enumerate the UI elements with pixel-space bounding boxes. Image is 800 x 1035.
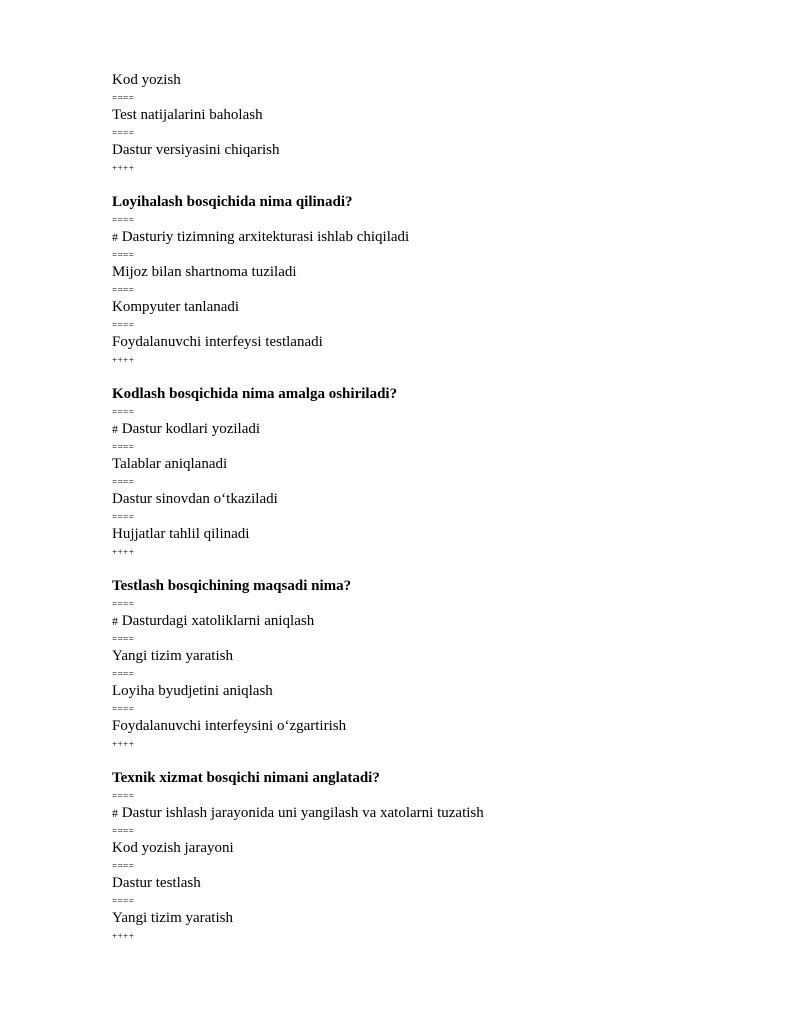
correct-answer	[112, 421, 732, 438]
option-separator: ====	[112, 128, 135, 138]
answer-option: Test natijalarini baholash	[112, 107, 263, 123]
question-block	[112, 578, 732, 753]
option-separator: ====	[112, 512, 135, 522]
answer-option: Dastur versiyasini chiqarish	[112, 142, 280, 158]
question-text: Texnik xizmat bosqichi nimani anglatadi?	[112, 770, 380, 786]
option-separator: ====	[112, 669, 135, 679]
question-block	[112, 770, 732, 945]
answer-option: Yangi tizim yaratish	[112, 910, 233, 926]
correct-answer-text: Dasturdagi xatoliklarni aniqlash	[121, 613, 315, 629]
option-separator: ====	[112, 477, 135, 487]
question-end-marker: ++++	[112, 547, 135, 557]
option-separator: ====	[112, 704, 135, 714]
question-text: Testlash bosqichining maqsadi nima?	[112, 578, 352, 594]
answer-option: Foydalanuvchi interfeysi testlanadi	[112, 334, 323, 350]
correct-answer-text: Dasturiy tizimning arxitekturasi ishlab chiqiladi	[121, 229, 410, 245]
option-separator: ====	[112, 634, 135, 644]
option-separator: ====	[112, 599, 135, 609]
correct-marker: #	[112, 230, 118, 244]
question-end-marker: ++++	[112, 739, 135, 749]
answer-option: Yangi tizim yaratish	[112, 648, 233, 664]
option-separator: ====	[112, 791, 135, 801]
answer-option: Mijoz bilan shartnoma tuziladi	[112, 264, 297, 280]
question-block	[112, 194, 732, 369]
option-separator: ====	[112, 861, 135, 871]
question-end-marker: ++++	[112, 163, 135, 173]
correct-answer	[112, 613, 732, 630]
option-separator: ====	[112, 442, 135, 452]
answer-option: Kompyuter tanlanadi	[112, 299, 240, 315]
question-text: Loyihalash bosqichida nima qilinadi?	[112, 194, 353, 210]
correct-answer-text: Dastur ishlash jarayonida uni yangilash va xatolarni tuzatish	[121, 805, 484, 821]
option-separator: ====	[112, 320, 135, 330]
option-separator: ====	[112, 93, 135, 103]
intro-block	[112, 72, 732, 177]
answer-option: Hujjatlar tahlil qilinadi	[112, 526, 250, 542]
correct-answer-text: Dastur kodlari yoziladi	[121, 421, 261, 437]
option-separator: ====	[112, 407, 135, 417]
answer-option: Dastur sinovdan o‘tkaziladi	[112, 491, 278, 507]
answer-option: Dastur testlash	[112, 875, 201, 891]
option-separator: ====	[112, 826, 135, 836]
option-separator: ====	[112, 215, 135, 225]
question-block	[112, 386, 732, 561]
question-text: Kodlash bosqichida nima amalga oshiriladi?	[112, 386, 398, 402]
correct-marker: #	[112, 422, 118, 436]
correct-answer	[112, 229, 732, 246]
answer-option: Kod yozish	[112, 72, 181, 88]
answer-option: Talablar aniqlanadi	[112, 456, 228, 472]
correct-marker: #	[112, 614, 118, 628]
question-end-marker: ++++	[112, 355, 135, 365]
option-separator: ====	[112, 896, 135, 906]
question-end-marker: ++++	[112, 931, 135, 941]
document-page	[112, 72, 732, 945]
answer-option: Kod yozish jarayoni	[112, 840, 234, 856]
correct-marker: #	[112, 806, 118, 820]
correct-answer	[112, 805, 732, 822]
option-separator: ====	[112, 285, 135, 295]
option-separator: ====	[112, 250, 135, 260]
answer-option: Foydalanuvchi interfeysini o‘zgartirish	[112, 718, 347, 734]
answer-option: Loyiha byudjetini aniqlash	[112, 683, 273, 699]
